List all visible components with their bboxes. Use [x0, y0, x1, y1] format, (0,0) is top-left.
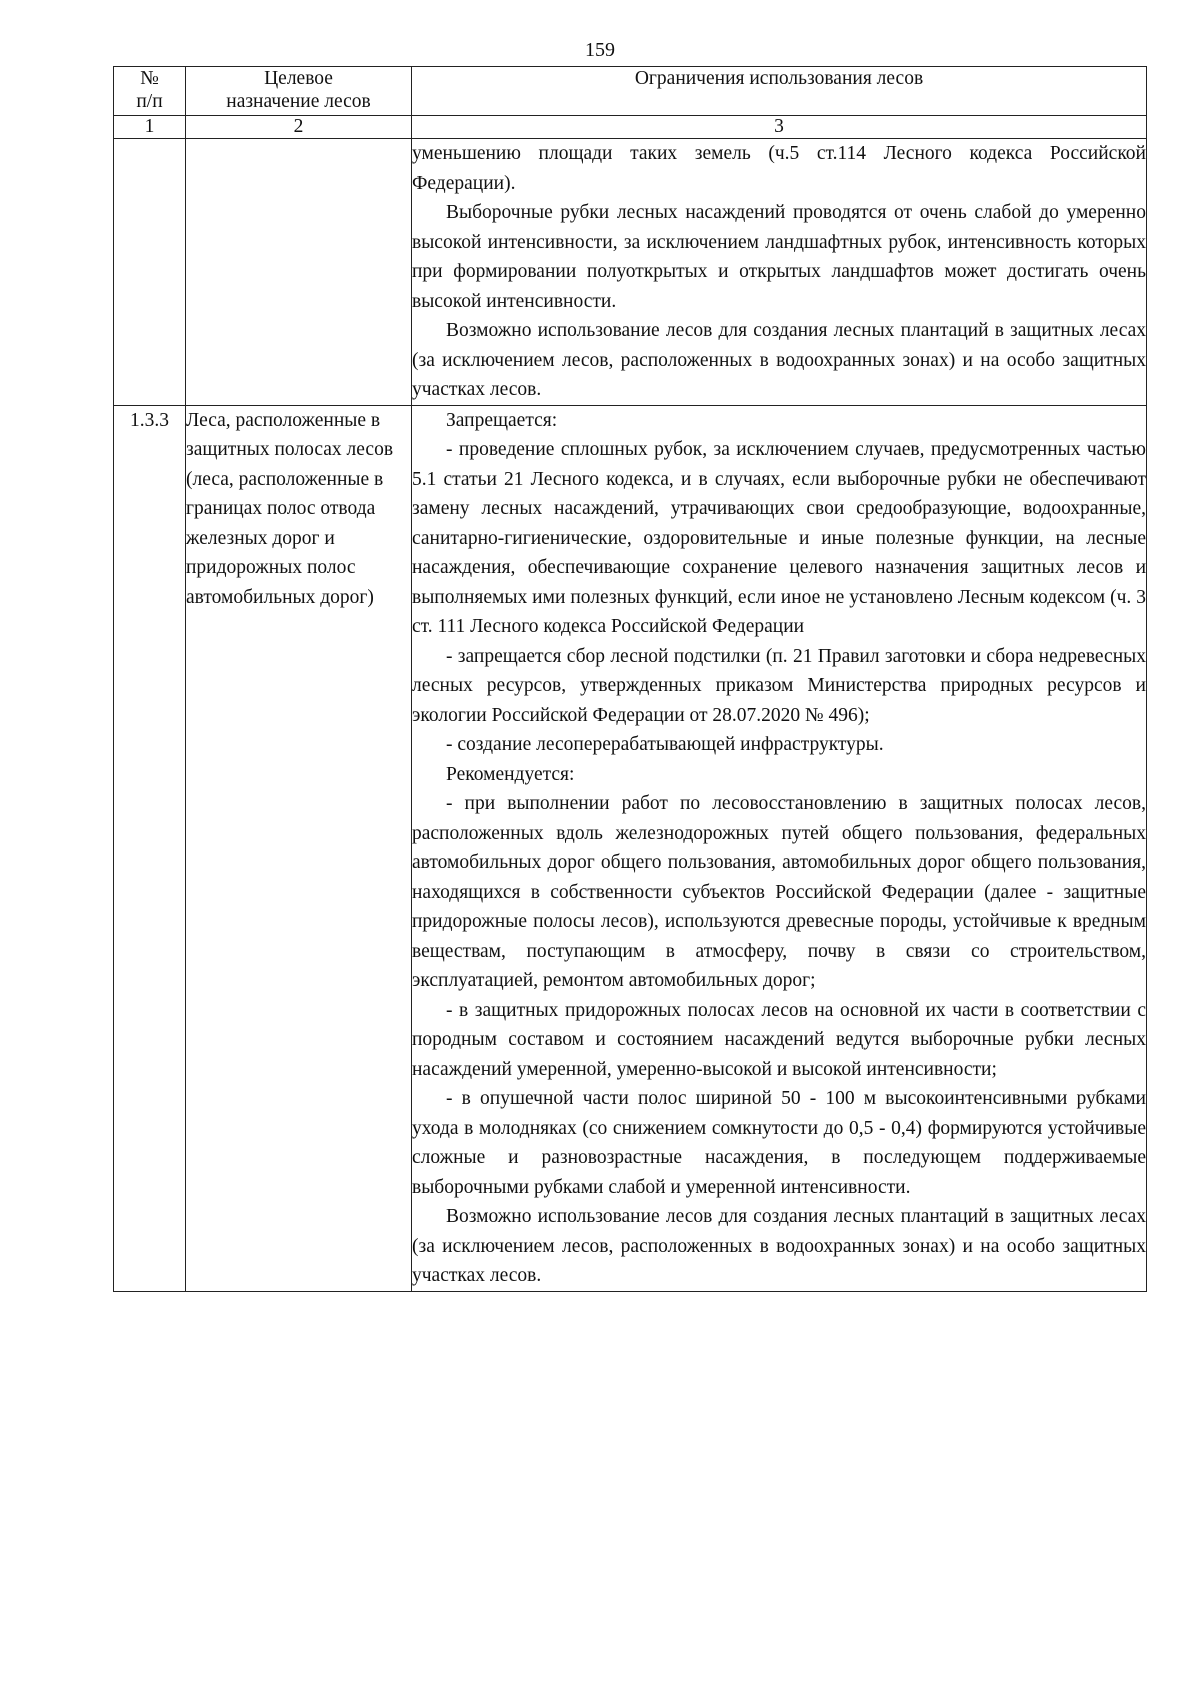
- table-row: [114, 405, 1147, 1291]
- row-number-cell: [114, 139, 186, 406]
- restriction-paragraph: Возможно использование лесов для создания лесных плантаций в защитных лесах (за исключением лесов, расположенных в водоохранных зонах) и на особо защитных участках лесов.: [412, 320, 1146, 400]
- header-purpose: [186, 67, 412, 116]
- restriction-paragraph: Возможно использование лесов для создания лесных плантаций в защитных лесах (за исключением лесов, расположенных в водоохранных зонах) и на особо защитных участках лесов.: [412, 1206, 1146, 1286]
- header-purpose-line-1: Целевое: [264, 68, 333, 89]
- restriction-paragraph: уменьшению площади таких земель (ч.5 ст.114 Лесного кодекса Российской Федерации).: [412, 143, 1146, 194]
- restriction-paragraph: Выборочные рубки лесных насаждений проводятся от очень слабой до умеренно высокой интенсивности, за исключением ландшафтных рубок, интенсивность которых при формировании полуоткрытых и открытых ландшафтов может достигать очень высокой интенсивности.: [412, 202, 1146, 312]
- restriction-paragraph: - при выполнении работ по лесовосстановлению в защитных полосах лесов, расположенных вдоль железнодорожных путей общего пользования, федеральных автомобильных дорог общего пользования, автомобильных дорог общего пользования, находящихся в собственности субъектов Российской Федерации (далее - защитные придорожные полосы лесов), используются древесные породы, устойчивые к вредным веществам, поступающим в атмосферу, почву в связи со строительством, эксплуатацией, ремонтом автомобильных дорог;: [412, 793, 1146, 991]
- page-number: 159: [585, 39, 615, 61]
- purpose-cell: [186, 139, 412, 406]
- column-number-2: 2: [186, 116, 412, 139]
- restrictions-cell: [412, 405, 1147, 1291]
- restriction-paragraph: - создание лесоперерабатывающей инфраструктуры.: [446, 734, 884, 755]
- table-header: [114, 67, 1147, 139]
- row-number-cell: 1.3.3: [114, 405, 186, 1291]
- header-restrictions: Ограничения использования лесов: [412, 67, 1147, 116]
- column-number-1: 1: [114, 116, 186, 139]
- forest-restrictions-table: [113, 66, 1147, 1292]
- restriction-paragraph: - запрещается сбор лесной подстилки (п. 21 Правил заготовки и сбора недревесных лесных ресурсов, утвержденных приказом Министерства природных ресурсов и экологии Российской Федерации от 28.07.2020 № 496);: [412, 645, 1146, 726]
- restriction-paragraph: Запрещается:: [446, 409, 558, 431]
- purpose-cell: Леса, расположенные в защитных полосах лесов (леса, расположенные в границах полос отвода железных дорог и придорожных полос автомобильных дорог): [186, 405, 412, 1291]
- column-number-row: [114, 116, 1147, 139]
- header-purpose-line-2: назначение лесов: [226, 91, 371, 112]
- restriction-paragraph: - в защитных придорожных полосах лесов на основной их части в соответствии с породным составом и состоянием насаждений ведутся выборочные рубки лесных насаждений умеренной, умеренно-высокой и высокой интенсивности;: [412, 999, 1146, 1080]
- restriction-paragraph: - проведение сплошных рубок, за исключением случаев, предусмотренных частью 5.1 статьи 21 Лесного кодекса, и в случаях, если выборочные рубки не обеспечивают замену лесных насаждений, утрачивающих свои средообразующие, водоохранные, санитарно-гигиенические, оздоровительные и иные полезные функции, на лесные насаждения, обеспечивающие сохранение целевого назначения защитных лесов и выполняемых ими полезных функций, если иное не установлено Лесным кодексом (ч. 3 ст. 111 Лесного кодекса Российской Федерации: [412, 439, 1146, 637]
- restrictions-cell: [412, 139, 1147, 406]
- header-num-line-1: №: [140, 68, 159, 89]
- table-row: [114, 139, 1147, 406]
- restriction-paragraph: Рекомендуется:: [446, 763, 575, 785]
- header-row: [114, 67, 1147, 116]
- table-body: [114, 139, 1147, 1292]
- column-number-3: 3: [412, 116, 1147, 139]
- header-num: [114, 67, 186, 116]
- restriction-paragraph: - в опушечной части полос шириной 50 - 100 м высокоинтенсивными рубками ухода в молодняках (со снижением сомкнутости до 0,5 - 0,4) формируются устойчивые сложные и разновозрастные насаждения, в последующем поддерживаемые выборочными рубками слабой и умеренной интенсивности.: [412, 1088, 1146, 1198]
- header-num-line-2: п/п: [136, 91, 163, 112]
